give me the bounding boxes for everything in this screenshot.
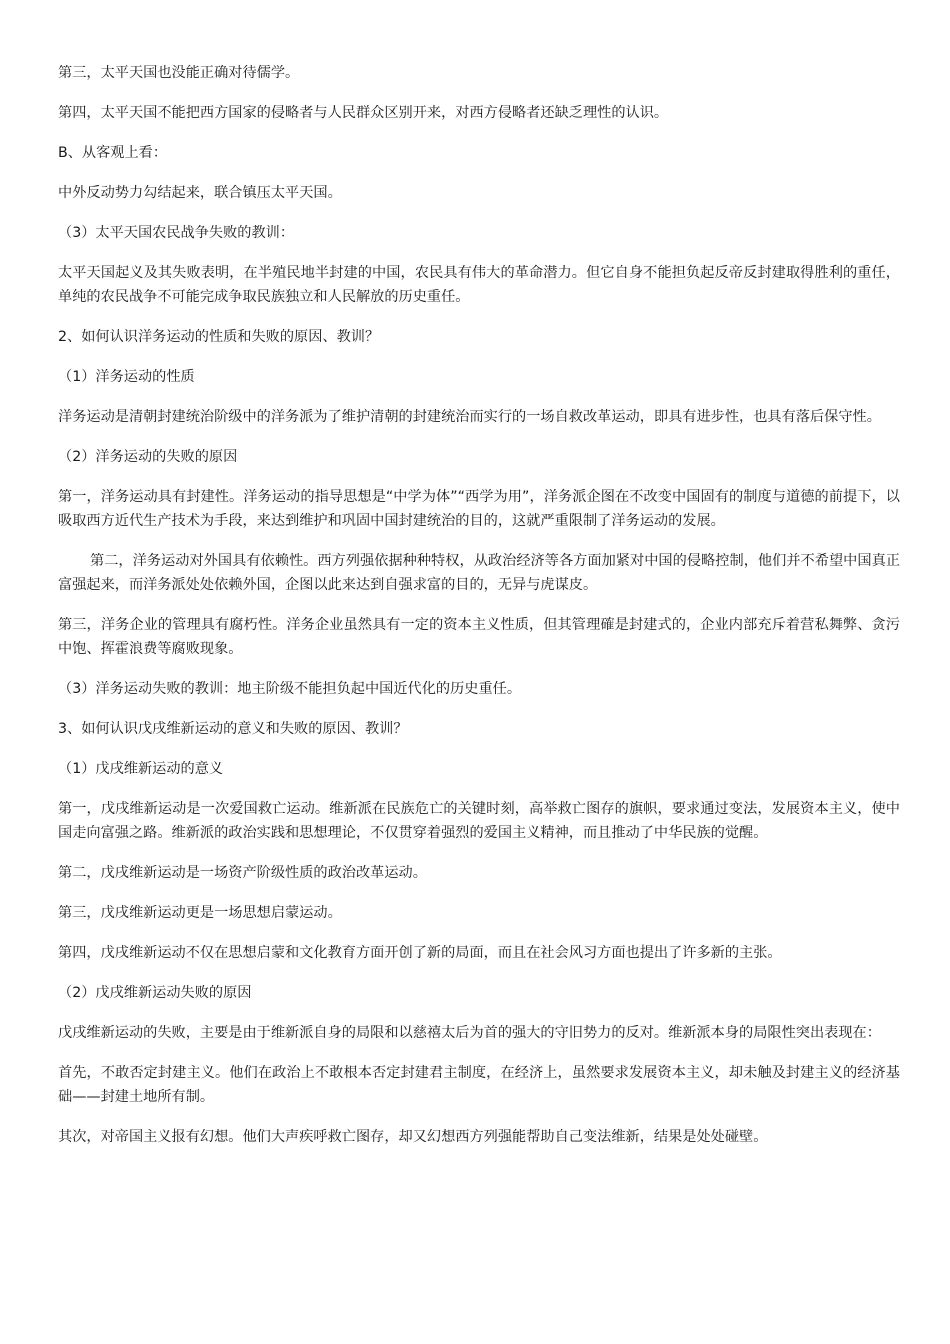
paragraph-23: 首先，不敢否定封建主义。他们在政治上不敢根本否定封建君主制度，在经济上，虽然要求发展资本主义，却未触及封建主义的经济基础——封建土地所有制。	[58, 1065, 900, 1105]
paragraph-18: 第二，戊戌维新运动是一场资产阶级性质的政治改革运动。	[58, 865, 427, 881]
paragraph-5: （3）太平天国农民战争失败的教训：	[58, 225, 295, 241]
paragraph-4: 中外反动势力勾结起来，联合镇压太平天国。	[58, 185, 342, 201]
paragraph-16: （1）戊戌维新运动的意义	[58, 761, 224, 777]
paragraph-20: 第四，戊戌维新运动不仅在思想启蒙和文化教育方面开创了新的局面，而且在社会风习方面也提出了许多新的主张。	[58, 945, 782, 961]
paragraph-11: 第一，洋务运动具有封建性。洋务运动的指导思想是“中学为体”“西学为用”，洋务派企图在不改变中国固有的制度与道德的前提下，以吸取西方近代生产技术为手段，来达到维护和巩固中国封建统治的目的，这就严重限制了洋务运动的发展。	[58, 489, 900, 529]
document-page	[58, 61, 900, 1165]
paragraph-21: （2）戊戌维新运动失败的原因	[58, 985, 252, 1001]
paragraph-14: （3）洋务运动失败的教训：地主阶级不能担负起中国近代化的历史重任。	[58, 681, 522, 697]
paragraph-12: 第二，洋务运动对外国具有依赖性。西方列强依据种种特权，从政治经济等各方面加紧对中国的侵略控制，他们并不希望中国真正富强起来，而洋务派处处依赖外国，企图以此来达到自强求富的目的，无异与虎谋皮。	[58, 553, 900, 593]
section-heading-3: 3、如何认识戊戌维新运动的意义和失败的原因、教训？	[58, 721, 408, 737]
paragraph-3: B、从客观上看：	[58, 145, 168, 161]
paragraph-17: 第一，戊戌维新运动是一次爱国救亡运动。维新派在民族危亡的关键时刻，高举救亡图存的旗帜，要求通过变法，发展资本主义，使中国走向富强之路。维新派的政治实践和思想理论，不仅贯穿着强烈的爱国主义精神，而且推动了中华民族的觉醒。	[58, 801, 900, 841]
paragraph-22: 戊戌维新运动的失败，主要是由于维新派自身的局限和以慈禧太后为首的强大的守旧势力的反对。维新派本身的局限性突出表现在：	[58, 1025, 881, 1041]
paragraph-9: 洋务运动是清朝封建统治阶级中的洋务派为了维护清朝的封建统治而实行的一场自救改革运动，即具有进步性，也具有落后保守性。	[58, 409, 881, 425]
paragraph-2: 第四，太平天国不能把西方国家的侵略者与人民群众区别开来，对西方侵略者还缺乏理性的认识。	[58, 105, 669, 121]
paragraph-19: 第三，戊戌维新运动更是一场思想启蒙运动。	[58, 905, 342, 921]
paragraph-13: 第三，洋务企业的管理具有腐朽性。洋务企业虽然具有一定的资本主义性质，但其管理確是封建式的，企业内部充斥着营私舞弊、贪污中饱、挥霍浪费等腐败现象。	[58, 617, 900, 657]
paragraph-1: 第三，太平天国也没能正确对待儒学。	[58, 65, 300, 81]
paragraph-24: 其次，对帝国主义报有幻想。他们大声疾呼救亡图存，却又幻想西方列强能帮助自己变法维新，结果是处处碰壁。	[58, 1129, 768, 1145]
paragraph-8: （1）洋务运动的性质	[58, 369, 195, 385]
paragraph-10: （2）洋务运动的失败的原因	[58, 449, 238, 465]
section-heading-2: 2、如何认识洋务运动的性质和失败的原因、教训？	[58, 329, 380, 345]
paragraph-6: 太平天国起义及其失败表明，在半殖民地半封建的中国，农民具有伟大的革命潜力。但它自身不能担负起反帝反封建取得胜利的重任，单纯的农民战争不可能完成争取民族独立和人民解放的历史重任。	[58, 265, 900, 305]
